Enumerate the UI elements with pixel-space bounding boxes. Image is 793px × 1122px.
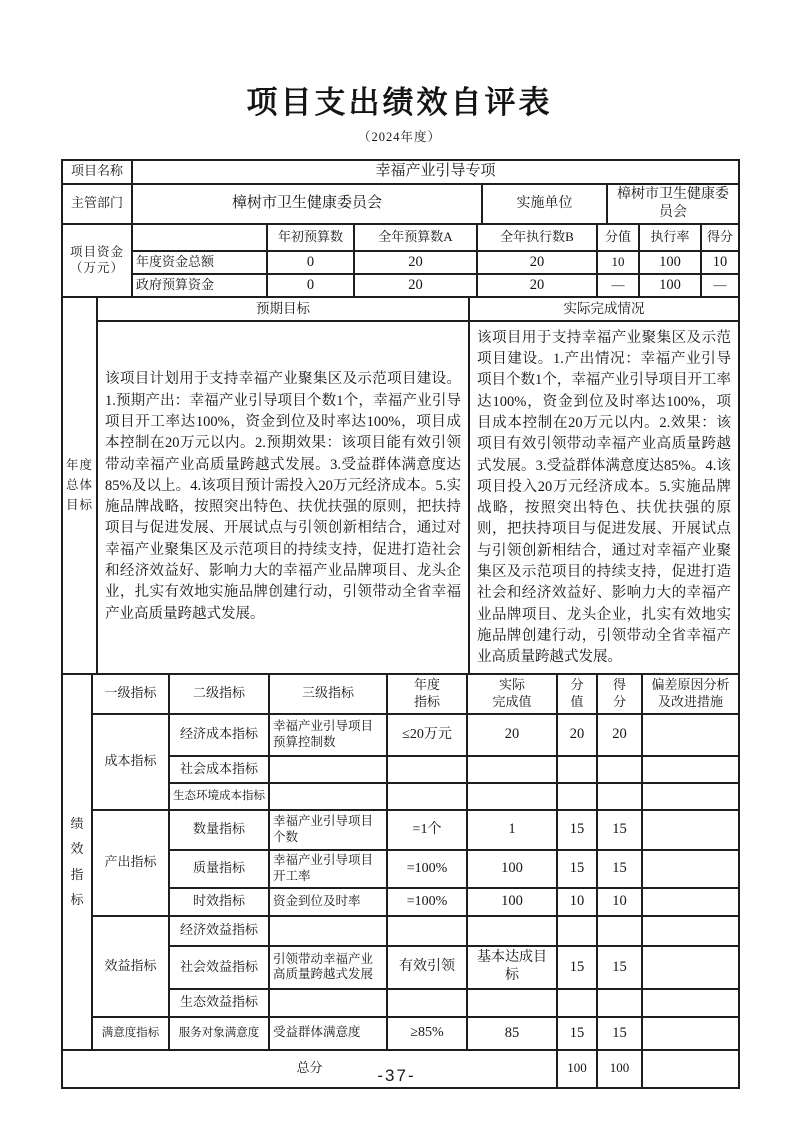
funds-header-rate: 执行率: [639, 224, 701, 251]
actual-cell: 100: [467, 888, 557, 916]
table-row: [62, 184, 739, 224]
funds-cell: 20: [477, 251, 597, 274]
header-actual: 实际 完成值: [467, 674, 557, 714]
annual-cell: [387, 756, 467, 783]
level3-cell: 引领带动幸福产业高质量跨越式发展: [269, 946, 387, 989]
score-cell: 15: [597, 946, 642, 989]
indicators-side-label: 绩 效 指 标: [62, 674, 92, 1050]
level2-cell: 数量指标: [169, 810, 269, 850]
funds-cell: 10: [597, 251, 639, 274]
funds-header-exec: 全年执行数B: [477, 224, 597, 251]
deviation-cell: [642, 1017, 739, 1050]
deviation-cell: [642, 946, 739, 989]
points-cell: 15: [557, 946, 597, 989]
points-cell: 15: [557, 1017, 597, 1050]
table-row: [62, 321, 739, 674]
annual-cell: [387, 783, 467, 810]
header-level1: 一级指标: [92, 674, 169, 714]
dept-value: 樟树市卫生健康委员会: [132, 184, 482, 224]
dept-label: 主管部门: [62, 184, 132, 224]
points-cell: [557, 783, 597, 810]
funds-label: 项目资金 （万元）: [62, 224, 132, 297]
points-cell: [557, 916, 597, 946]
score-cell: [597, 783, 642, 810]
actual-cell: 85: [467, 1017, 557, 1050]
annual-cell: [387, 916, 467, 946]
page-number: -37-: [377, 1066, 416, 1085]
deviation-cell: [642, 810, 739, 850]
score-cell: [597, 989, 642, 1017]
funds-header-begin: 年初预算数: [267, 224, 354, 251]
level2-cell: 经济成本指标: [169, 714, 269, 756]
header-score: 得 分: [597, 674, 642, 714]
points-cell: 15: [557, 850, 597, 888]
header-deviation: 偏差原因分析 及改进措施: [642, 674, 739, 714]
actual-result-text: 该项目用于支持幸福产业聚集区及示范项目建设。1.产出情况：幸福产业引导项目个数1个，幸福产业引导项目开工率达100%，资金到位及时率达100%，项目成本控制在20万元以内。2.效果：该项目有效引领带动幸福产业高质量跨越式发展。3.受益群体满意度达85%。4.该项目投入20万元经济成本。5.实施品牌战略，按照突出特色、扶优扶强的原则，把扶持项目与促进发展、开展试点与引领创新相结合，通过对幸福产业聚集区及示范项目的持续支持，促进打造社会和经济效益好、影响力大的幸福产业品牌项目、龙头企业，扎实有效地实施品牌创建行动，引领带动全省幸福产业高质量跨越式发展。: [469, 321, 739, 674]
annual-cell: =1个: [387, 810, 467, 850]
funds-cell: 20: [354, 251, 477, 274]
evaluation-form: [61, 86, 738, 1089]
level2-cell: 生态效益指标: [169, 989, 269, 1017]
funds-row-name: 政府预算资金: [132, 274, 267, 297]
funds-cell: 20: [477, 274, 597, 297]
level3-cell: 受益群体满意度: [269, 1017, 387, 1050]
total-score: 100: [597, 1050, 642, 1088]
actual-cell: 100: [467, 850, 557, 888]
page-subtitle: （2024年度）: [357, 130, 441, 145]
level3-cell: [269, 783, 387, 810]
level2-cell: 社会效益指标: [169, 946, 269, 989]
table-row: [62, 674, 739, 714]
level3-cell: [269, 916, 387, 946]
funds-header-budget: 全年预算数A: [354, 224, 477, 251]
deviation-cell: [642, 989, 739, 1017]
funds-header-score: 得分: [701, 224, 739, 251]
indicators-table: [61, 673, 740, 1089]
score-cell: 15: [597, 1017, 642, 1050]
table-row: [62, 274, 739, 297]
total-label: 总分: [62, 1050, 557, 1088]
points-cell: 10: [557, 888, 597, 916]
level3-cell: [269, 989, 387, 1017]
header-annual: 年度 指标: [387, 674, 467, 714]
table-row: [62, 224, 739, 251]
actual-cell: 20: [467, 714, 557, 756]
page-title: 项目支出绩效自评表: [246, 85, 553, 120]
funds-cell: 20: [354, 274, 477, 297]
funds-cell: 10: [701, 251, 739, 274]
header-points: 分 值: [557, 674, 597, 714]
goals-side-label: 年度 总体 目标: [62, 297, 97, 674]
level1-cost: 成本指标: [92, 714, 169, 810]
actual-cell: [467, 756, 557, 783]
points-cell: 15: [557, 810, 597, 850]
points-cell: 20: [557, 714, 597, 756]
level3-cell: 幸福产业引导项目预算控制数: [269, 714, 387, 756]
level1-benefit: 效益指标: [92, 916, 169, 1017]
score-cell: 15: [597, 850, 642, 888]
project-info-table: [61, 159, 740, 225]
deviation-cell: [642, 756, 739, 783]
table-row: [62, 297, 739, 321]
goals-table: [61, 296, 740, 675]
annual-cell: =100%: [387, 850, 467, 888]
funds-cell: 100: [639, 274, 701, 297]
level1-satisfaction: 满意度指标: [92, 1017, 169, 1050]
funds-cell: 100: [639, 251, 701, 274]
table-row: [62, 810, 739, 850]
score-cell: 20: [597, 714, 642, 756]
deviation-cell: [642, 850, 739, 888]
points-cell: [557, 756, 597, 783]
table-row: [62, 714, 739, 756]
actual-cell: [467, 783, 557, 810]
actual-cell: [467, 916, 557, 946]
table-row: [62, 160, 739, 184]
level2-cell: 经济效益指标: [169, 916, 269, 946]
points-cell: [557, 989, 597, 1017]
level3-cell: 幸福产业引导项目开工率: [269, 850, 387, 888]
level2-cell: 服务对象满意度: [169, 1017, 269, 1050]
funds-cell: —: [597, 274, 639, 297]
funds-header-points: 分值: [597, 224, 639, 251]
funds-cell: —: [701, 274, 739, 297]
header-level2: 二级指标: [169, 674, 269, 714]
funds-cell: 0: [267, 251, 354, 274]
project-name-label: 项目名称: [62, 160, 132, 184]
funds-cell: 0: [267, 274, 354, 297]
funds-table: [61, 223, 740, 298]
expected-goal-header: 预期目标: [97, 297, 469, 321]
annual-cell: ≤20万元: [387, 714, 467, 756]
deviation-cell: [642, 783, 739, 810]
deviation-cell: [642, 714, 739, 756]
score-cell: 15: [597, 810, 642, 850]
header-level3: 三级指标: [269, 674, 387, 714]
annual-cell: =100%: [387, 888, 467, 916]
actual-cell: 基本达成目标: [467, 946, 557, 989]
level2-cell: 社会成本指标: [169, 756, 269, 783]
total-points: 100: [557, 1050, 597, 1088]
level3-cell: [269, 756, 387, 783]
funds-empty-cell: [132, 224, 267, 251]
deviation-cell: [642, 916, 739, 946]
impl-unit-value: 樟树市卫生健康委员会: [607, 184, 739, 224]
impl-unit-label: 实施单位: [482, 184, 607, 224]
table-row: [62, 1017, 739, 1050]
level1-output: 产出指标: [92, 810, 169, 916]
annual-cell: 有效引领: [387, 946, 467, 989]
actual-cell: [467, 989, 557, 1017]
score-cell: [597, 756, 642, 783]
annual-cell: [387, 989, 467, 1017]
level2-cell: 质量指标: [169, 850, 269, 888]
level2-cell: 时效指标: [169, 888, 269, 916]
level3-cell: 资金到位及时率: [269, 888, 387, 916]
deviation-cell: [642, 888, 739, 916]
actual-result-header: 实际完成情况: [469, 297, 739, 321]
table-row: [62, 251, 739, 274]
level3-cell: 幸福产业引导项目个数: [269, 810, 387, 850]
annual-cell: ≥85%: [387, 1017, 467, 1050]
actual-cell: 1: [467, 810, 557, 850]
score-cell: [597, 916, 642, 946]
level2-cell: 生态环境成本指标: [169, 783, 269, 810]
funds-row-name: 年度资金总额: [132, 251, 267, 274]
project-name-value: 幸福产业引导专项: [132, 160, 739, 184]
expected-goal-text: 该项目计划用于支持幸福产业聚集区及示范项目建设。1.预期产出：幸福产业引导项目个数1个，幸福产业引导项目开工率达100%，资金到位及时率达100%，项目成本控制在20万元以内。2.预期效果：该项目能有效引领带动幸福产业高质量跨越式发展。3.受益群体满意度达85%及以上。4.该项目预计需投入20万元经济成本。5.实施品牌战略，按照突出特色、扶优扶强的原则，把扶持项目与促进发展、开展试点与引领创新相结合，通过对幸福产业聚集区及示范项目的持续支持，促进打造社会和经济效益好、影响力大的幸福产业品牌项目、龙头企业，扎实有效地实施品牌创建行动，引领带动全省幸福产业高质量跨越式发展。: [97, 321, 469, 674]
score-cell: 10: [597, 888, 642, 916]
table-row: [62, 916, 739, 946]
